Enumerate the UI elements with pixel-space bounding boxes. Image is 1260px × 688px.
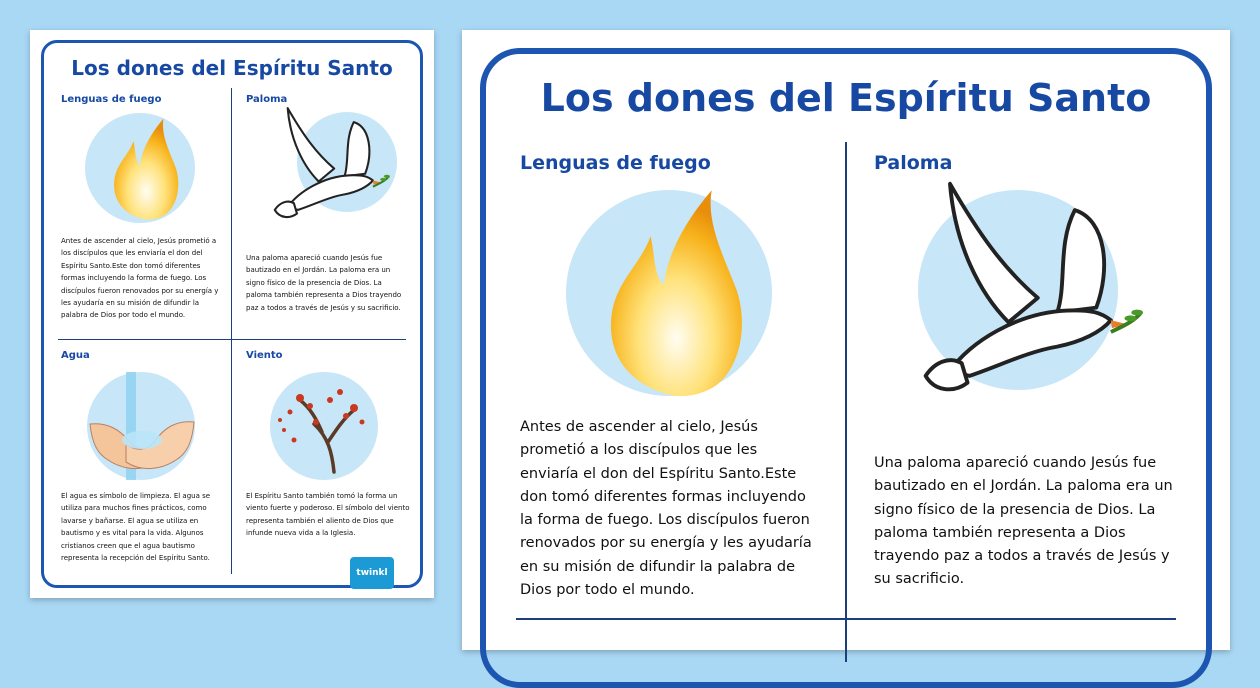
brand-logo: twinkl [350, 557, 394, 589]
divider-horizontal-small [58, 339, 406, 340]
flame-icon [108, 110, 182, 230]
poster-zoom [462, 30, 1230, 650]
dove-icon [910, 176, 1146, 410]
section-text-agua-small: El agua es símbolo de limpieza. El agua se utiliza para muchos fines prácticos, como lavarse y bañarse. El agua se utiliza en bautismo y es vital para la vida. Algunos cristianos creen que el agua bautismo representa la recepción del Espíritu Santo. [61, 492, 211, 563]
page-title: Los dones del Espíritu Santo [540, 76, 1152, 120]
section-heading-paloma-small: Paloma [246, 94, 288, 105]
divider-horizontal [516, 618, 1176, 620]
section-text-lenguas: Antes de ascender al cielo, Jesús prometió a los discípulos que les enviaría el don del Espíritu Santo.Este don tomó diferentes formas incluyendo la forma de fuego. Los discípulos fueron renovados por su energía y les ayudaría en su misión de difundir la palabra de Dios por todo el mundo. [520, 419, 812, 599]
section-heading-lenguas: Lenguas de fuego [520, 152, 711, 174]
dove-icon [266, 104, 392, 228]
section-text-viento-small: El Espíritu Santo también tomó la forma un viento fuerte y poderoso. El símbolo del viento representa también el aliento de Dios que infunde nueva vida a la Iglesia. [246, 492, 410, 538]
section-text-paloma: Una paloma apareció cuando Jesús fue bautizado en el Jordán. La paloma era un signo físico de la presencia de Dios. La paloma también representa a Dios trayendo paz a todos a través de Jesús y su sacrificio. [874, 455, 1173, 588]
section-heading-lenguas-small: Lenguas de fuego [61, 94, 162, 105]
page-title-small: Los dones del Espíritu Santo [71, 56, 393, 80]
divider-vertical [845, 142, 847, 662]
water-hands-icon [88, 372, 196, 480]
poster-thumbnail [30, 30, 434, 598]
section-heading-agua-small: Agua [61, 350, 90, 361]
section-text-lenguas-small: Antes de ascender al cielo, Jesús prometió a los discípulos que les enviaría el don del Espíritu Santo.Este don tomó diferentes formas incluyendo la forma de fuego. Los discípulos fueron renovados por su energía y les ayudaría en su misión de difundir la palabra de Dios por todo el mundo. [61, 237, 219, 320]
section-heading-viento-small: Viento [246, 350, 283, 361]
section-text-paloma-small: Una paloma apareció cuando Jesús fue bautizado en el Jordán. La paloma era un signo físico de la presencia de Dios. La paloma también representa a Dios trayendo paz a todos a través de Jesús y su sacrificio. [246, 254, 402, 312]
section-heading-paloma: Paloma [874, 152, 953, 174]
flame-icon [590, 186, 758, 404]
windy-tree-icon [270, 372, 378, 480]
divider-vertical-small [231, 88, 232, 574]
